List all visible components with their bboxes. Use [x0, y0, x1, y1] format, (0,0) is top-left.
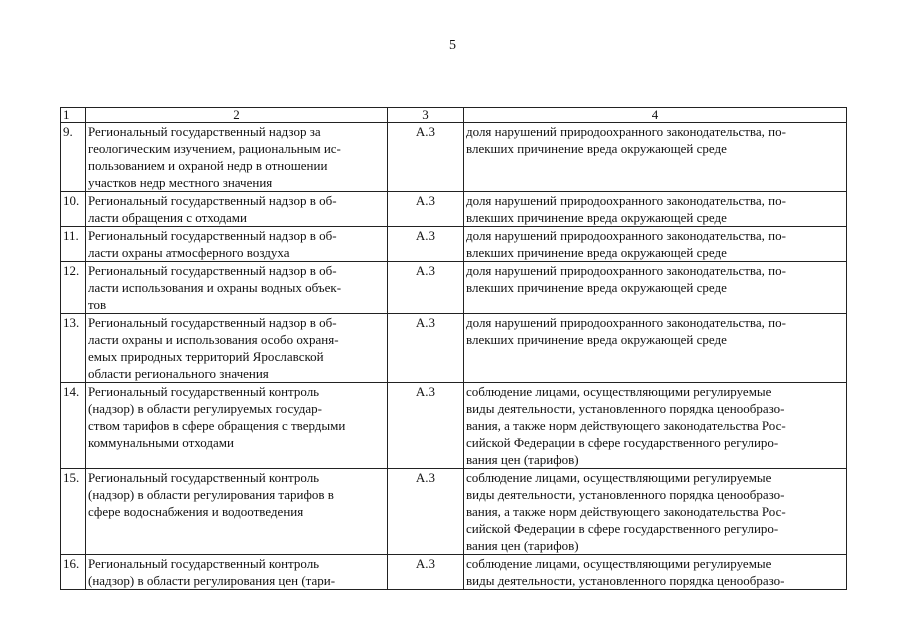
header-cell-1: 1	[61, 108, 86, 123]
row-number: 15.	[61, 469, 86, 555]
indicator-description: доля нарушений природоохранного законодательства, по- влекших причинение вреда окружающей среде	[464, 227, 847, 262]
risk-code: А.3	[388, 383, 464, 469]
row-number: 9.	[61, 123, 86, 192]
table-row	[61, 314, 847, 383]
indicator-description: доля нарушений природоохранного законодательства, по- влекших причинение вреда окружающей среде	[464, 192, 847, 227]
indicator-description: соблюдение лицами, осуществляющими регулируемые виды деятельности, установленного порядка ценообразо-	[464, 555, 847, 590]
row-number: 10.	[61, 192, 86, 227]
table-header-row	[61, 108, 847, 123]
table-row	[61, 469, 847, 555]
indicator-description: доля нарушений природоохранного законодательства, по- влекших причинение вреда окружающей среде	[464, 262, 847, 314]
risk-code: А.3	[388, 314, 464, 383]
control-type: Региональный государственный надзор за геологическим изучением, рациональным ис- пользованием и охраной недр в отношении участков недр местного значения	[86, 123, 388, 192]
control-type: Региональный государственный контроль (надзор) в области регулирования тарифов в сфере водоснабжения и водоотведения	[86, 469, 388, 555]
row-number: 11.	[61, 227, 86, 262]
row-number: 14.	[61, 383, 86, 469]
risk-code: А.3	[388, 123, 464, 192]
risk-code: А.3	[388, 262, 464, 314]
control-type: Региональный государственный контроль (надзор) в области регулирования цен (тари-	[86, 555, 388, 590]
table-row	[61, 227, 847, 262]
indicator-description: доля нарушений природоохранного законодательства, по- влекших причинение вреда окружающей среде	[464, 123, 847, 192]
table-row	[61, 123, 847, 192]
control-type: Региональный государственный надзор в об- ласти использования и охраны водных объек- тов	[86, 262, 388, 314]
table-row	[61, 262, 847, 314]
indicator-description: соблюдение лицами, осуществляющими регулируемые виды деятельности, установленного порядка ценообразо- вания, а также норм действующего законодательства Рос- сийской Федерации в сфере государственного регулиро- вания цен (тарифов)	[464, 469, 847, 555]
indicator-description: доля нарушений природоохранного законодательства, по- влекших причинение вреда окружающей среде	[464, 314, 847, 383]
indicator-description: соблюдение лицами, осуществляющими регулируемые виды деятельности, установленного порядка ценообразо- вания, а также норм действующего законодательства Рос- сийской Федерации в сфере государственного регулиро- вания цен (тарифов)	[464, 383, 847, 469]
risk-code: А.3	[388, 555, 464, 590]
control-type: Региональный государственный контроль (надзор) в области регулируемых государ- ством тарифов в сфере обращения с твердыми коммунальными отходами	[86, 383, 388, 469]
page-number: 5	[449, 38, 456, 53]
header-cell-4: 4	[464, 108, 847, 123]
risk-code: А.3	[388, 469, 464, 555]
regulatory-table	[60, 107, 847, 590]
control-type: Региональный государственный надзор в об- ласти обращения с отходами	[86, 192, 388, 227]
table-row	[61, 192, 847, 227]
table-row	[61, 383, 847, 469]
risk-code: А.3	[388, 227, 464, 262]
table-row	[61, 555, 847, 590]
control-type: Региональный государственный надзор в об- ласти охраны атмосферного воздуха	[86, 227, 388, 262]
header-cell-3: 3	[388, 108, 464, 123]
row-number: 13.	[61, 314, 86, 383]
row-number: 12.	[61, 262, 86, 314]
header-cell-2: 2	[86, 108, 388, 123]
row-number: 16.	[61, 555, 86, 590]
risk-code: А.3	[388, 192, 464, 227]
control-type: Региональный государственный надзор в об- ласти охраны и использования особо охраня- емых природных территорий Ярославской области регионального значения	[86, 314, 388, 383]
